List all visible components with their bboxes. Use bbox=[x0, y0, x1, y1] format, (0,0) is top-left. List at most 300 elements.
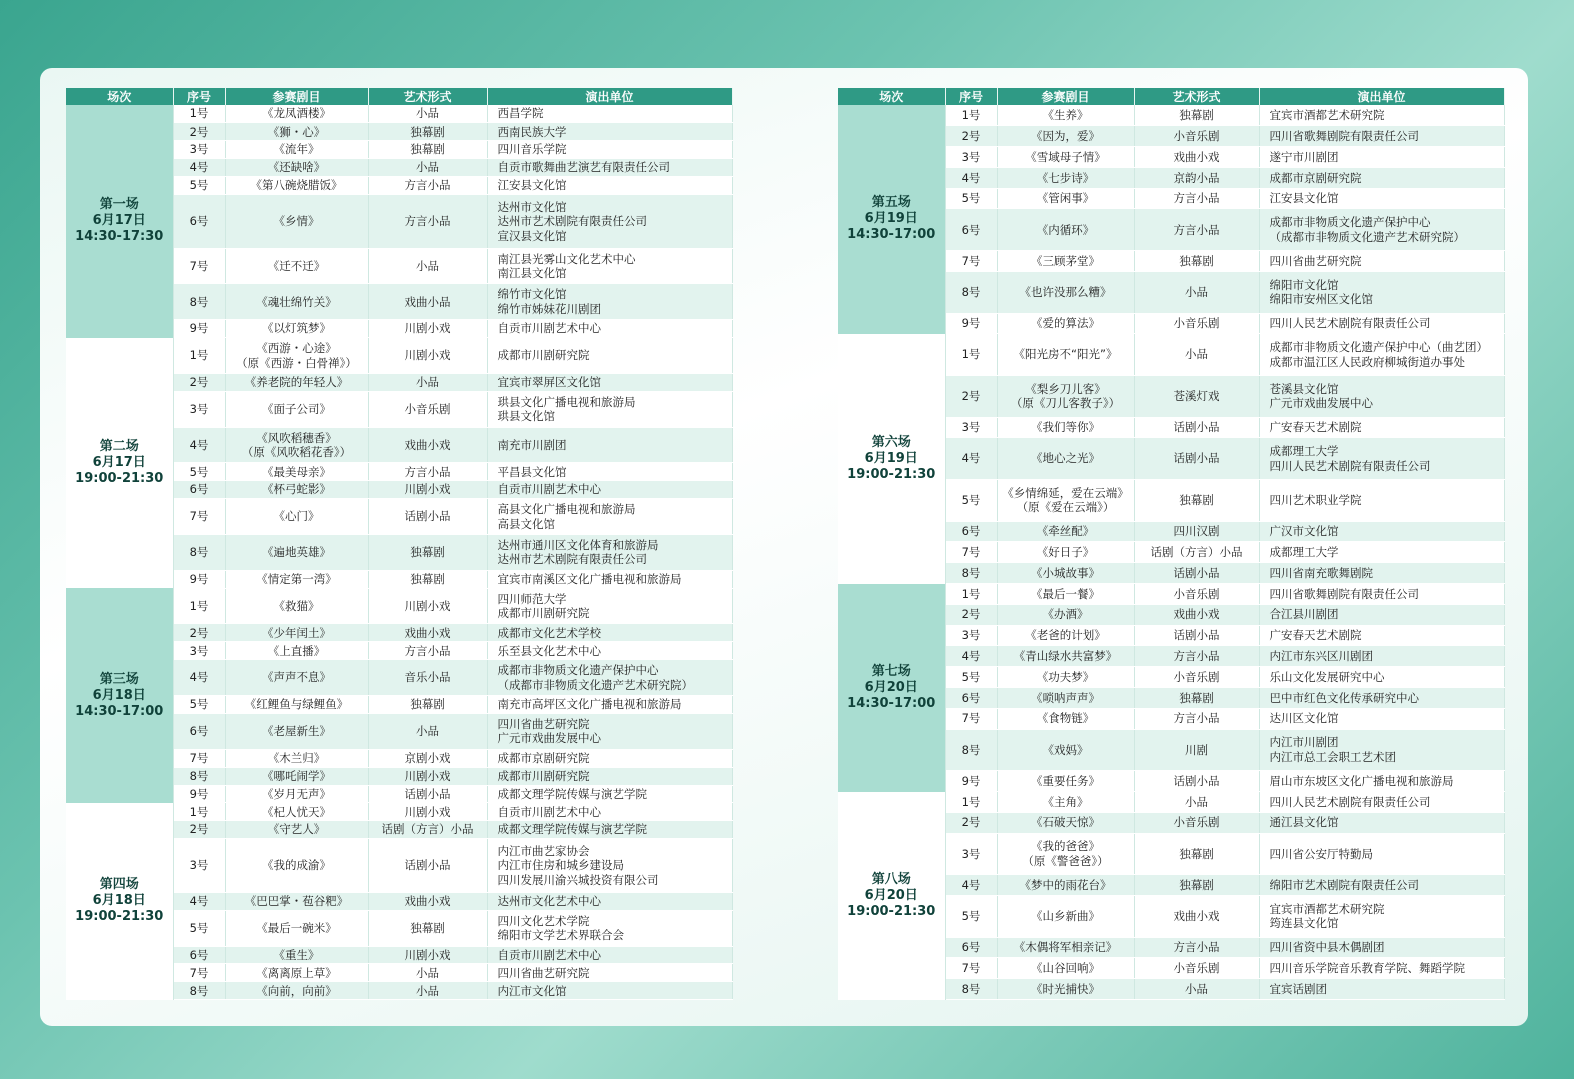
entry-number: 9号 bbox=[173, 570, 225, 588]
left-schedule-panel bbox=[66, 88, 732, 1000]
session-date: 6月17日 bbox=[92, 454, 146, 470]
play-title bbox=[225, 713, 368, 749]
session-name: 第一场 bbox=[99, 197, 139, 213]
performer-unit-line: 成都市川剧研究院 bbox=[497, 348, 590, 363]
play-title-line: 《办酒》 bbox=[1042, 607, 1089, 622]
entry-number: 5号 bbox=[945, 188, 997, 209]
performer-unit-line: 南江县光雾山文化艺术中心 bbox=[497, 251, 636, 266]
art-form: 小品 bbox=[368, 964, 487, 982]
header-performer: 演出单位 bbox=[1259, 88, 1504, 105]
play-title-line: 《石破天惊》 bbox=[1031, 815, 1100, 830]
performer-unit bbox=[1259, 771, 1504, 792]
entry-number: 2号 bbox=[945, 812, 997, 833]
play-title-line: 《青山绿水共富梦》 bbox=[1013, 649, 1118, 664]
session-name: 第六场 bbox=[871, 434, 911, 450]
play-title-line: 《乡情》 bbox=[273, 214, 320, 229]
performer-unit bbox=[1259, 251, 1504, 272]
play-title-line: 《梨乡刀儿客》 bbox=[1025, 381, 1106, 396]
art-form: 小品 bbox=[368, 248, 487, 284]
session-time: 14:30-17:00 bbox=[847, 227, 936, 243]
play-title-line: 《重生》 bbox=[273, 947, 320, 962]
session-date: 6月20日 bbox=[864, 679, 918, 695]
art-form: 川剧小戏 bbox=[368, 803, 487, 821]
performer-unit bbox=[487, 982, 732, 1000]
performer-unit bbox=[1259, 646, 1504, 667]
play-title bbox=[997, 812, 1134, 833]
play-title bbox=[225, 588, 368, 624]
play-title bbox=[225, 982, 368, 1000]
play-title bbox=[225, 427, 368, 463]
art-form: 独幕剧 bbox=[368, 123, 487, 141]
entry-number: 1号 bbox=[173, 338, 225, 374]
performer-unit-line: 成都市川剧研究院 bbox=[497, 768, 590, 783]
performer-unit bbox=[1259, 271, 1504, 313]
performer-unit-line: 绵阳市艺术剧院有限责任公司 bbox=[1269, 877, 1419, 892]
play-title-line: （原《风吹稻花香》） bbox=[241, 445, 352, 459]
performer-unit-line: 四川音乐学院音乐教育学院、舞蹈学院 bbox=[1269, 961, 1465, 976]
entry-number: 1号 bbox=[945, 792, 997, 813]
art-form: 话剧小品 bbox=[1134, 563, 1259, 584]
performer-unit bbox=[487, 373, 732, 391]
entry-number: 3号 bbox=[173, 642, 225, 660]
performer-unit bbox=[487, 141, 732, 159]
play-title-line: 《心门》 bbox=[273, 509, 320, 524]
play-title bbox=[225, 642, 368, 660]
performer-unit bbox=[487, 338, 732, 374]
entry-number: 9号 bbox=[945, 313, 997, 334]
performer-unit-line: 绵阳市文化馆 bbox=[1269, 277, 1339, 292]
play-title-line: （原《爱在云端》） bbox=[1016, 500, 1115, 515]
performer-unit-line: 四川省歌舞剧院有限责任公司 bbox=[1269, 586, 1419, 601]
play-title bbox=[997, 688, 1134, 709]
entry-number: 1号 bbox=[173, 105, 225, 123]
entry-number: 5号 bbox=[945, 667, 997, 688]
left-table-body bbox=[66, 105, 732, 1000]
play-title-line: 《魂壮绵竹关》 bbox=[256, 294, 337, 309]
session-name: 第七场 bbox=[871, 663, 911, 679]
play-title bbox=[225, 159, 368, 177]
art-form: 话剧（方言）小品 bbox=[368, 821, 487, 839]
header-session: 场次 bbox=[66, 88, 173, 105]
play-title bbox=[225, 767, 368, 785]
play-title bbox=[997, 251, 1134, 272]
entry-number: 4号 bbox=[945, 438, 997, 480]
entry-number: 6号 bbox=[173, 713, 225, 749]
art-form: 川剧小戏 bbox=[368, 481, 487, 499]
art-form: 方言小品 bbox=[368, 177, 487, 195]
art-form: 四川汉剧 bbox=[1134, 521, 1259, 542]
entry-number: 8号 bbox=[173, 982, 225, 1000]
performer-unit bbox=[1259, 126, 1504, 147]
entry-number: 8号 bbox=[173, 284, 225, 320]
entry-number: 7号 bbox=[945, 251, 997, 272]
performer-unit-line: 绵竹市文化馆 bbox=[497, 287, 567, 302]
performer-unit bbox=[1259, 438, 1504, 480]
play-title bbox=[225, 463, 368, 481]
art-form: 话剧小品 bbox=[1134, 417, 1259, 438]
play-title bbox=[997, 792, 1134, 813]
play-title-line: 《红鲤鱼与绿鲤鱼》 bbox=[244, 697, 349, 712]
performer-unit bbox=[1259, 417, 1504, 438]
session-label bbox=[838, 792, 945, 1000]
left-schedule-table bbox=[66, 88, 733, 1000]
art-form: 话剧小品 bbox=[1134, 625, 1259, 646]
performer-unit bbox=[1259, 188, 1504, 209]
performer-unit-line: 达州市艺术剧院有限责任公司 bbox=[497, 214, 647, 229]
performer-unit bbox=[487, 248, 732, 284]
play-title bbox=[225, 570, 368, 588]
performer-unit bbox=[1259, 792, 1504, 813]
play-title-line: 《面子公司》 bbox=[262, 401, 331, 416]
play-title-line: 《老爸的计划》 bbox=[1025, 628, 1106, 643]
performer-unit bbox=[1259, 334, 1504, 376]
session-date: 6月18日 bbox=[92, 893, 146, 909]
performer-unit-line: 四川发展川渝兴城投资有限公司 bbox=[497, 872, 659, 887]
art-form: 独幕剧 bbox=[368, 910, 487, 946]
play-title bbox=[997, 126, 1134, 147]
play-title bbox=[997, 480, 1134, 522]
session-date: 6月18日 bbox=[92, 687, 146, 703]
play-title bbox=[225, 821, 368, 839]
performer-unit-line: 四川省南充歌舞剧院 bbox=[1269, 565, 1373, 580]
play-title-line: 《遍地英雄》 bbox=[262, 545, 331, 560]
play-title bbox=[997, 375, 1134, 417]
performer-unit-line: 内江市住房和城乡建设局 bbox=[497, 858, 624, 873]
performer-unit-line: （成都市非物质文化遗产艺术研究院） bbox=[497, 677, 693, 692]
session-label bbox=[66, 338, 173, 589]
performer-unit-line: 内江市文化馆 bbox=[497, 983, 567, 998]
performer-unit-line: 宜宾市酒都艺术研究院 bbox=[1269, 107, 1385, 122]
entry-number: 3号 bbox=[945, 625, 997, 646]
play-title bbox=[997, 667, 1134, 688]
play-title-line: 《最后一碗米》 bbox=[256, 920, 337, 935]
performer-unit-line: 平昌县文化馆 bbox=[497, 464, 567, 479]
performer-unit-line: 达州市文化艺术中心 bbox=[497, 894, 601, 909]
performer-unit-line: 宜宾市翠屏区文化馆 bbox=[497, 375, 601, 390]
schedule-card bbox=[40, 68, 1528, 1026]
performer-unit bbox=[487, 123, 732, 141]
play-title bbox=[997, 147, 1134, 168]
play-title-line: 《流年》 bbox=[273, 142, 320, 157]
performer-unit-line: 珙县文化广播电视和旅游局 bbox=[497, 394, 636, 409]
session-date: 6月20日 bbox=[864, 887, 918, 903]
performer-unit bbox=[1259, 147, 1504, 168]
performer-unit-line: 合江县川剧团 bbox=[1269, 607, 1339, 622]
art-form: 小品 bbox=[1134, 792, 1259, 813]
performer-unit bbox=[487, 767, 732, 785]
performer-unit-line: 四川师范大学 bbox=[497, 591, 567, 606]
entry-number: 5号 bbox=[173, 910, 225, 946]
entry-number: 2号 bbox=[173, 123, 225, 141]
play-title bbox=[997, 188, 1134, 209]
play-title bbox=[997, 209, 1134, 251]
performer-unit bbox=[1259, 563, 1504, 584]
performer-unit-line: 成都市非物质文化遗产保护中心 bbox=[497, 663, 659, 678]
play-title-line: 《三顾茅堂》 bbox=[1031, 253, 1100, 268]
entry-number: 2号 bbox=[945, 375, 997, 417]
art-form: 小品 bbox=[1134, 271, 1259, 313]
art-form: 川剧小戏 bbox=[368, 320, 487, 338]
performer-unit bbox=[1259, 584, 1504, 605]
play-title bbox=[225, 481, 368, 499]
entry-number: 8号 bbox=[173, 767, 225, 785]
performer-unit bbox=[487, 105, 732, 123]
art-form: 话剧小品 bbox=[1134, 438, 1259, 480]
play-title-line: 《阳光房不“阳光”》 bbox=[1013, 347, 1118, 362]
performer-unit-line: 宜宾市酒都艺术研究院 bbox=[1269, 901, 1385, 916]
performer-unit-line: 四川人民艺术剧院有限责任公司 bbox=[1269, 458, 1431, 473]
art-form: 小音乐剧 bbox=[1134, 313, 1259, 334]
entry-number: 7号 bbox=[173, 248, 225, 284]
entry-number: 7号 bbox=[945, 958, 997, 979]
art-form: 独幕剧 bbox=[368, 534, 487, 570]
play-title bbox=[225, 123, 368, 141]
performer-unit bbox=[487, 785, 732, 803]
performer-unit-line: 广元市戏曲发展中心 bbox=[1269, 396, 1373, 411]
art-form: 独幕剧 bbox=[368, 141, 487, 159]
entry-number: 6号 bbox=[945, 521, 997, 542]
session-name: 第二场 bbox=[99, 438, 139, 454]
play-title bbox=[225, 499, 368, 535]
art-form: 方言小品 bbox=[368, 463, 487, 481]
play-title bbox=[225, 946, 368, 964]
performer-unit bbox=[487, 570, 732, 588]
session-label bbox=[838, 105, 945, 334]
table-row bbox=[66, 338, 732, 374]
performer-unit-line: 四川省歌舞剧院有限责任公司 bbox=[1269, 128, 1419, 143]
entry-number: 3号 bbox=[945, 147, 997, 168]
performer-unit bbox=[487, 696, 732, 714]
art-form: 独幕剧 bbox=[1134, 480, 1259, 522]
play-title bbox=[225, 660, 368, 696]
session-name: 第五场 bbox=[871, 195, 911, 211]
performer-unit-line: 自贡市川剧艺术中心 bbox=[497, 321, 601, 336]
performer-unit-line: 内江市川剧团 bbox=[1269, 735, 1339, 750]
play-title-line: 《小城故事》 bbox=[1031, 565, 1100, 580]
play-title bbox=[225, 105, 368, 123]
entry-number: 7号 bbox=[173, 749, 225, 767]
performer-unit-line: 广汉市文化馆 bbox=[1269, 524, 1339, 539]
play-title bbox=[225, 749, 368, 767]
play-title-line: 《雪域母子情》 bbox=[1025, 149, 1106, 164]
performer-unit-line: 成都市文化艺术学校 bbox=[497, 625, 601, 640]
performer-unit-line: 绵阳市安州区文化馆 bbox=[1269, 292, 1373, 307]
session-time: 14:30-17:30 bbox=[75, 229, 164, 245]
art-form: 话剧小品 bbox=[368, 499, 487, 535]
entry-number: 7号 bbox=[173, 499, 225, 535]
performer-unit bbox=[1259, 937, 1504, 958]
play-title-line: （原《刀儿客教子》） bbox=[1010, 396, 1121, 411]
table-row bbox=[66, 105, 732, 123]
performer-unit-line: 四川省曲艺研究院 bbox=[497, 965, 590, 980]
entry-number: 4号 bbox=[945, 167, 997, 188]
play-title bbox=[225, 785, 368, 803]
play-title-line: 《西游・心途》 bbox=[256, 341, 337, 356]
performer-unit-line: 绵阳市文学艺术界联合会 bbox=[497, 928, 624, 943]
art-form: 独幕剧 bbox=[1134, 875, 1259, 896]
performer-unit bbox=[487, 946, 732, 964]
session-date: 6月17日 bbox=[92, 213, 146, 229]
play-title-line: 《最后一餐》 bbox=[1031, 586, 1100, 601]
performer-unit-line: 南充市高坪区文化广播电视和旅游局 bbox=[497, 697, 682, 712]
play-title-line: 《内循环》 bbox=[1036, 222, 1095, 237]
play-title bbox=[225, 964, 368, 982]
play-title-line: 《地心之光》 bbox=[1031, 451, 1100, 466]
play-title-line: 《乡情绵延，爱在云端》 bbox=[1002, 485, 1129, 500]
performer-unit-line: 苍溪县文化馆 bbox=[1269, 381, 1339, 396]
session-label bbox=[66, 105, 173, 338]
art-form: 独幕剧 bbox=[368, 696, 487, 714]
play-title-line: 《山乡新曲》 bbox=[1031, 909, 1100, 924]
art-form: 川剧 bbox=[1134, 729, 1259, 771]
play-title bbox=[225, 141, 368, 159]
session-time: 14:30-17:00 bbox=[847, 695, 936, 711]
performer-unit-line: 四川省曲艺研究院 bbox=[1269, 253, 1362, 268]
performer-unit-line: 乐至县文化艺术中心 bbox=[497, 643, 601, 658]
art-form: 小品 bbox=[368, 105, 487, 123]
play-title-line: 《我们等你》 bbox=[1031, 420, 1100, 435]
performer-unit-line: 西南民族大学 bbox=[497, 124, 567, 139]
play-title-line: 《风吹稻穗香》 bbox=[256, 430, 337, 445]
play-title bbox=[225, 696, 368, 714]
art-form: 川剧小戏 bbox=[368, 767, 487, 785]
play-title bbox=[997, 625, 1134, 646]
entry-number: 3号 bbox=[945, 417, 997, 438]
play-title-line: 《梦中的雨花台》 bbox=[1019, 877, 1112, 892]
play-title-line: 《管闲事》 bbox=[1036, 191, 1095, 206]
performer-unit bbox=[487, 803, 732, 821]
performer-unit bbox=[487, 839, 732, 893]
play-title-line: 《我的爸爸》 bbox=[1031, 839, 1100, 854]
performer-unit-line: 绵竹市姊妹花川剧团 bbox=[497, 301, 601, 316]
play-title bbox=[997, 563, 1134, 584]
play-title bbox=[225, 839, 368, 893]
performer-unit bbox=[1259, 625, 1504, 646]
entry-number: 1号 bbox=[945, 105, 997, 126]
art-form: 小音乐剧 bbox=[1134, 812, 1259, 833]
entry-number: 6号 bbox=[945, 937, 997, 958]
performer-unit-line: 高县文化馆 bbox=[497, 516, 555, 531]
play-title-line: 《也许没那么糟》 bbox=[1019, 284, 1112, 299]
play-title-line: 《主角》 bbox=[1042, 794, 1089, 809]
performer-unit-line: （成都市非物质文化遗产艺术研究院） bbox=[1269, 229, 1465, 244]
session-date: 6月19日 bbox=[864, 450, 918, 466]
play-title-line: 《最美母亲》 bbox=[262, 464, 331, 479]
performer-unit bbox=[487, 624, 732, 642]
art-form: 方言小品 bbox=[368, 194, 487, 248]
art-form: 小音乐剧 bbox=[1134, 584, 1259, 605]
header-number: 序号 bbox=[173, 88, 225, 105]
entry-number: 7号 bbox=[173, 964, 225, 982]
performer-unit-line: 四川省曲艺研究院 bbox=[497, 716, 590, 731]
header-performer: 演出单位 bbox=[487, 88, 732, 105]
table-header-row bbox=[838, 88, 1504, 105]
art-form: 小音乐剧 bbox=[1134, 667, 1259, 688]
art-form: 方言小品 bbox=[1134, 708, 1259, 729]
table-row bbox=[66, 803, 732, 821]
play-title bbox=[997, 584, 1134, 605]
play-title bbox=[225, 177, 368, 195]
performer-unit-line: 西昌学院 bbox=[497, 106, 544, 121]
performer-unit-line: 筠连县文化馆 bbox=[1269, 916, 1339, 931]
play-title-line: 《以灯筑梦》 bbox=[262, 321, 331, 336]
play-title-line: 《杞人忧天》 bbox=[262, 804, 331, 819]
play-title-line: 《少年闰土》 bbox=[262, 625, 331, 640]
entry-number: 8号 bbox=[945, 563, 997, 584]
play-title bbox=[225, 803, 368, 821]
entry-number: 6号 bbox=[173, 481, 225, 499]
performer-unit bbox=[487, 481, 732, 499]
performer-unit bbox=[1259, 480, 1504, 522]
art-form: 方言小品 bbox=[1134, 188, 1259, 209]
performer-unit bbox=[487, 284, 732, 320]
performer-unit-line: 成都市京剧研究院 bbox=[497, 750, 590, 765]
art-form: 方言小品 bbox=[368, 642, 487, 660]
play-title bbox=[997, 417, 1134, 438]
play-title bbox=[225, 338, 368, 374]
performer-unit bbox=[1259, 521, 1504, 542]
play-title-line: 《七步诗》 bbox=[1036, 170, 1095, 185]
art-form: 川剧小戏 bbox=[368, 588, 487, 624]
performer-unit-line: 四川人民艺术剧院有限责任公司 bbox=[1269, 794, 1431, 809]
art-form: 方言小品 bbox=[1134, 646, 1259, 667]
performer-unit bbox=[487, 177, 732, 195]
performer-unit-line: 成都理工大学 bbox=[1269, 545, 1339, 560]
performer-unit-line: 成都文理学院传媒与演艺学院 bbox=[497, 786, 647, 801]
play-title-line: 《山谷回响》 bbox=[1031, 961, 1100, 976]
performer-unit bbox=[487, 964, 732, 982]
art-form: 小品 bbox=[368, 159, 487, 177]
performer-unit-line: 四川人民艺术剧院有限责任公司 bbox=[1269, 316, 1431, 331]
art-form: 小品 bbox=[368, 373, 487, 391]
play-title-line: 《功夫梦》 bbox=[1036, 669, 1095, 684]
entry-number: 9号 bbox=[173, 785, 225, 803]
performer-unit bbox=[487, 534, 732, 570]
table-row bbox=[66, 588, 732, 624]
performer-unit-line: 成都市温江区人民政府柳城街道办事处 bbox=[1269, 354, 1465, 369]
play-title bbox=[997, 729, 1134, 771]
performer-unit-line: 广元市戏曲发展中心 bbox=[497, 731, 601, 746]
table-header-row bbox=[66, 88, 732, 105]
header-play: 参赛剧目 bbox=[997, 88, 1134, 105]
play-title bbox=[225, 910, 368, 946]
performer-unit-line: 高县文化广播电视和旅游局 bbox=[497, 502, 636, 517]
header-art-form: 艺术形式 bbox=[1134, 88, 1259, 105]
session-name: 第三场 bbox=[99, 671, 139, 687]
entry-number: 9号 bbox=[945, 771, 997, 792]
play-title-line: 《守艺人》 bbox=[267, 822, 326, 837]
play-title-line: 《木兰归》 bbox=[267, 750, 326, 765]
art-form: 独幕剧 bbox=[368, 570, 487, 588]
performer-unit bbox=[487, 892, 732, 910]
performer-unit bbox=[1259, 542, 1504, 563]
performer-unit-line: 江安县文化馆 bbox=[1269, 191, 1339, 206]
play-title bbox=[997, 438, 1134, 480]
play-title-line: 《上直播》 bbox=[267, 643, 326, 658]
play-title-line: 《狮・心》 bbox=[267, 124, 326, 139]
session-time: 19:00-21:30 bbox=[75, 909, 164, 925]
play-title-line: 《牵丝配》 bbox=[1036, 524, 1095, 539]
entry-number: 4号 bbox=[173, 427, 225, 463]
performer-unit-line: 通江县文化馆 bbox=[1269, 815, 1339, 830]
play-title bbox=[997, 167, 1134, 188]
performer-unit bbox=[1259, 875, 1504, 896]
table-row bbox=[838, 584, 1504, 605]
entry-number: 5号 bbox=[173, 696, 225, 714]
entry-number: 5号 bbox=[945, 480, 997, 522]
play-title bbox=[225, 373, 368, 391]
play-title bbox=[225, 284, 368, 320]
